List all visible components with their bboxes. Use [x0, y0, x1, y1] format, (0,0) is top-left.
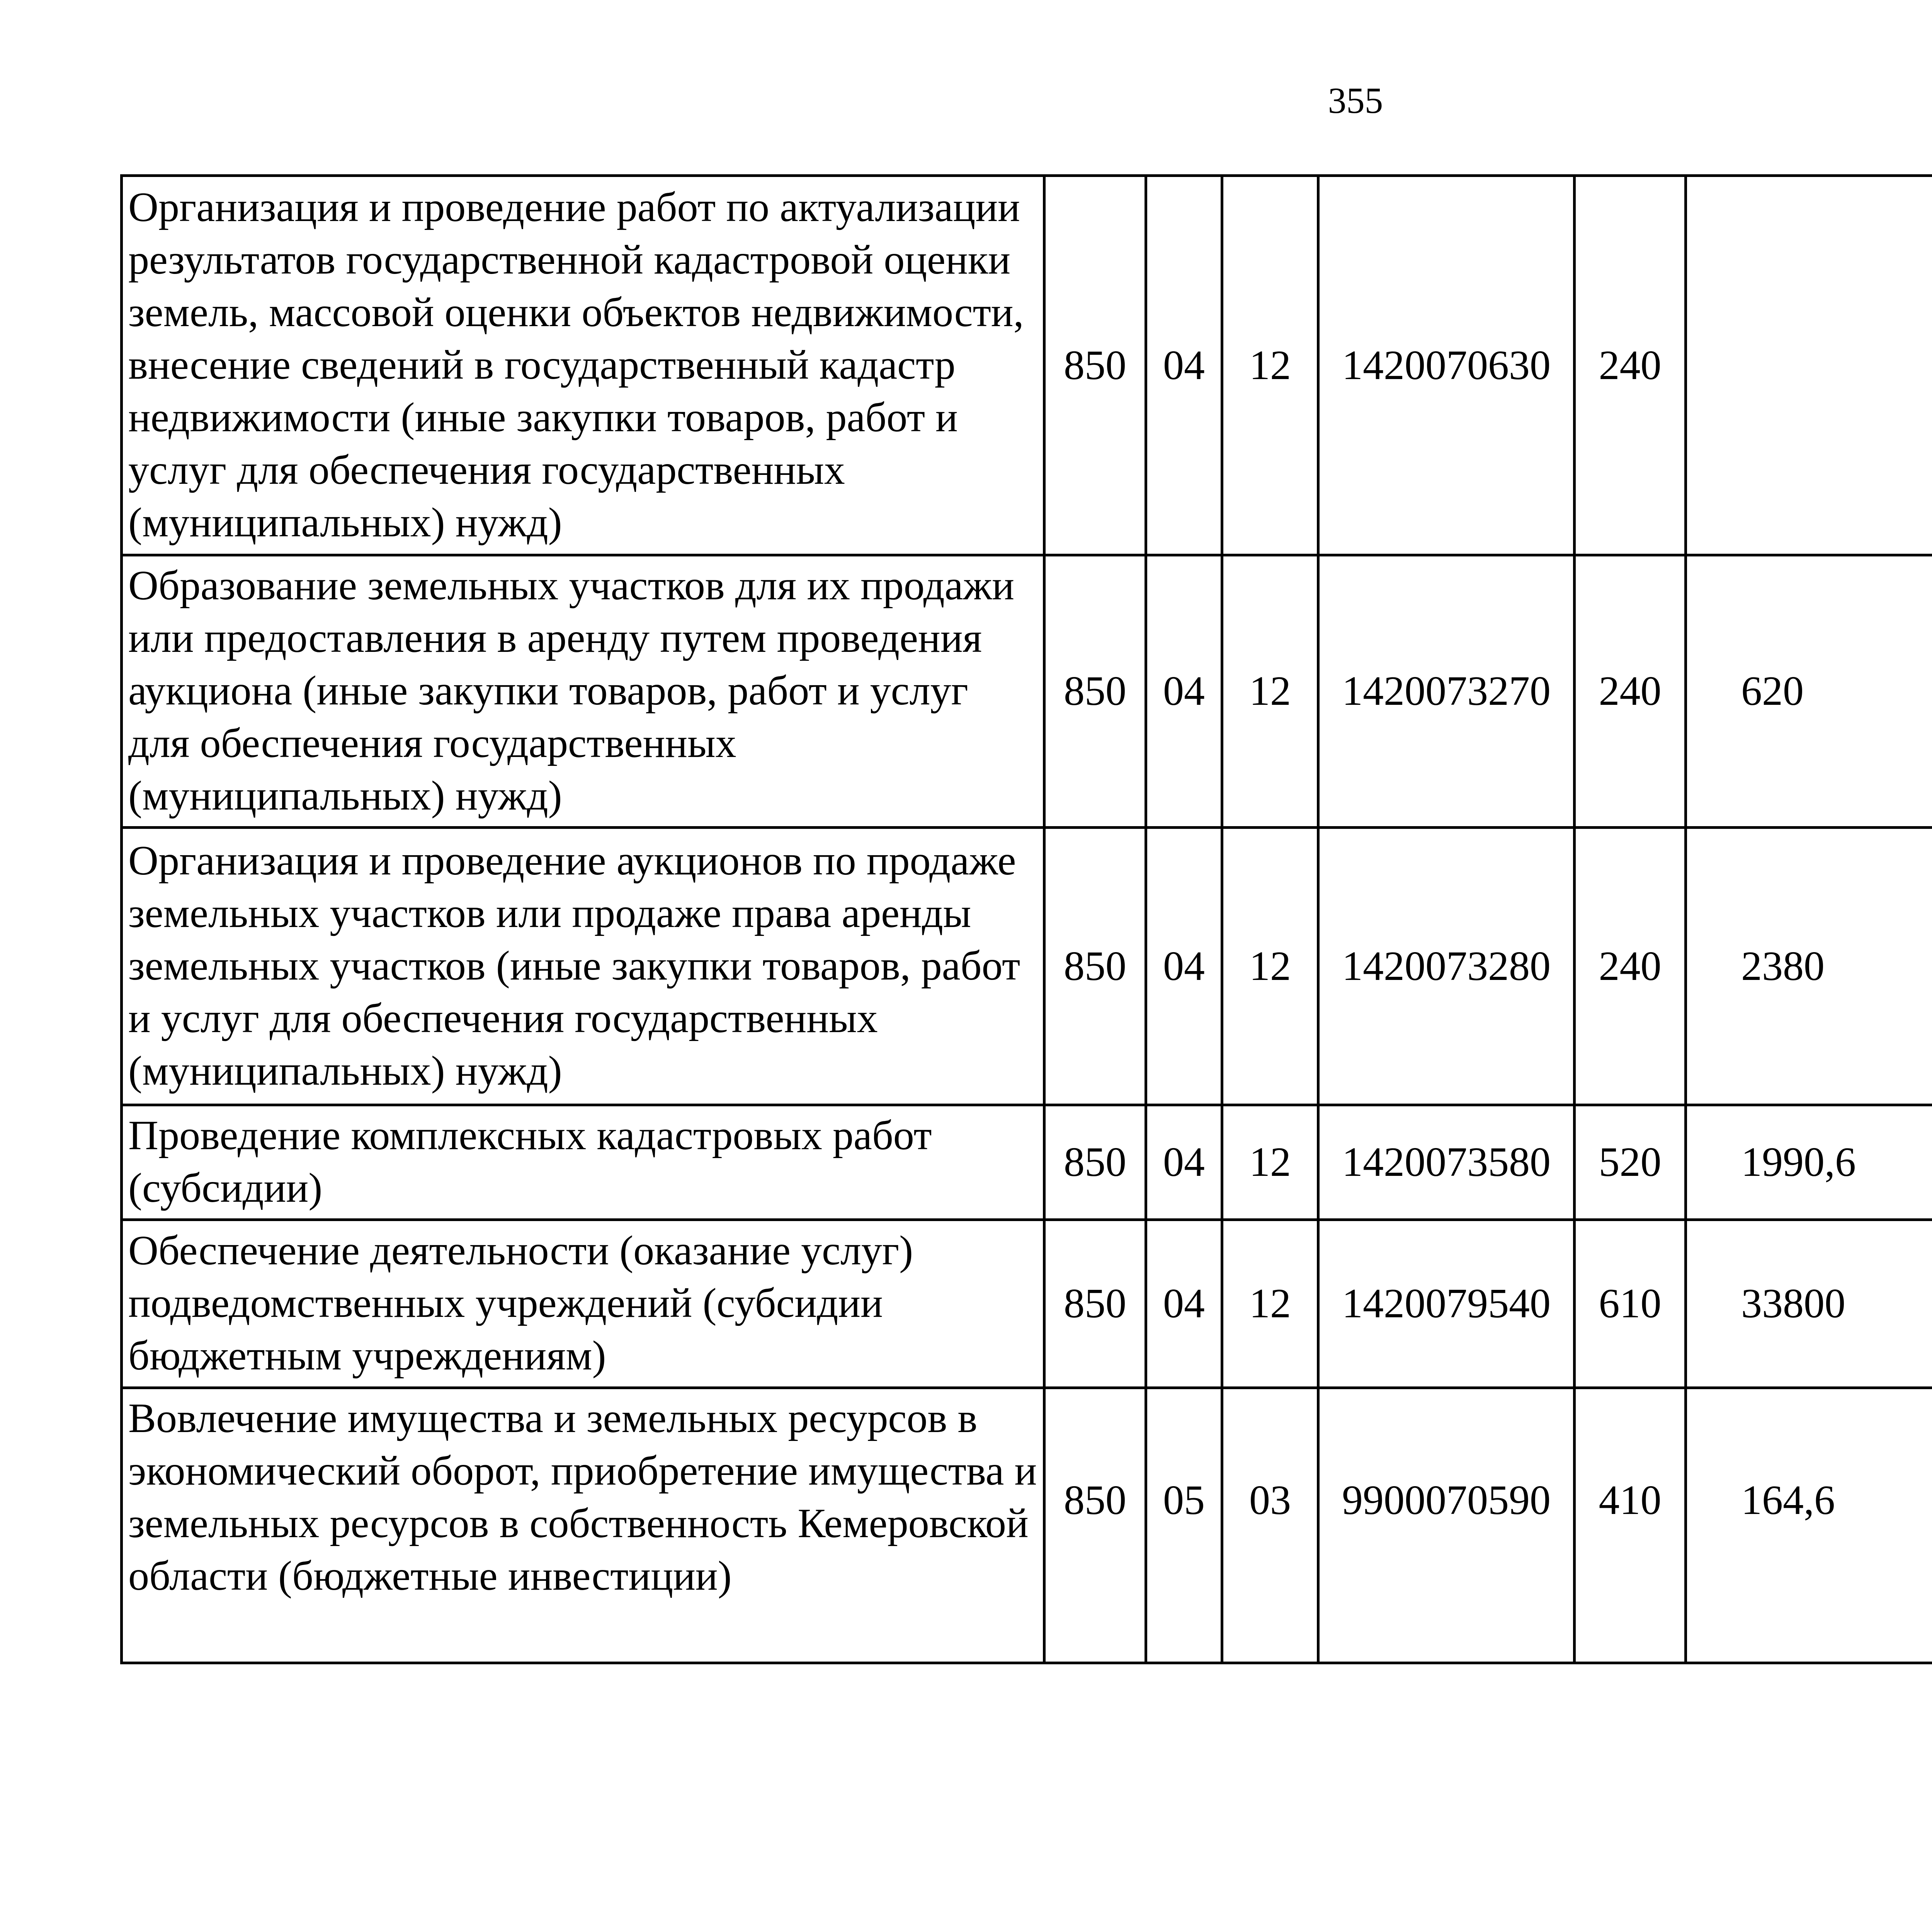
section-code: 04: [1146, 1220, 1222, 1388]
ministry-code: 850: [1044, 1388, 1146, 1663]
expense-type-code: 240: [1575, 555, 1686, 828]
ministry-code: 850: [1044, 1220, 1146, 1388]
subsection-code: 12: [1222, 1105, 1318, 1220]
row-description: Проведение комплексных кадастровых работ (субсидии): [122, 1105, 1044, 1220]
expense-type-code: 610: [1575, 1220, 1686, 1388]
row-description: Организация и проведение аукционов по продаже земельных участков или продаже права аренды земельных участков (иные закупки товаров, работ и услуг для обеспечения государственных (муниципальных) нужд): [122, 828, 1044, 1105]
subsection-code: 12: [1222, 176, 1318, 555]
expense-type-code: 520: [1575, 1105, 1686, 1220]
amount-year-1: 620: [1686, 555, 1932, 828]
ministry-code: 850: [1044, 828, 1146, 1105]
target-article-code: 9900070590: [1318, 1388, 1575, 1663]
section-code: 04: [1146, 555, 1222, 828]
expense-type-code: 240: [1575, 176, 1686, 555]
target-article-code: 1420073580: [1318, 1105, 1575, 1220]
target-article-code: 1420079540: [1318, 1220, 1575, 1388]
expense-type-code: 410: [1575, 1388, 1686, 1663]
subsection-code: 12: [1222, 1220, 1318, 1388]
section-code: 05: [1146, 1388, 1222, 1663]
table-row: [122, 555, 1932, 828]
table-row: [122, 828, 1932, 1105]
row-description: Вовлечение имущества и земельных ресурсов в экономический оборот, приобретение имущества и земельных ресурсов в собственность Кемеровской области (бюджетные инвестиции): [122, 1388, 1044, 1663]
section-code: 04: [1146, 176, 1222, 555]
subsection-code: 03: [1222, 1388, 1318, 1663]
page-number: 355: [1328, 80, 1383, 121]
row-description: Образование земельных участков для их продажи или предоставления в аренду путем проведения аукциона (иные закупки товаров, работ и услуг для обеспечения государственных (муниципальных) нужд): [122, 555, 1044, 828]
amount-year-1: 164,6: [1686, 1388, 1932, 1663]
ministry-code: 850: [1044, 176, 1146, 555]
subsection-code: 12: [1222, 828, 1318, 1105]
target-article-code: 1420073270: [1318, 555, 1575, 828]
target-article-code: 1420073280: [1318, 828, 1575, 1105]
amount-year-1: [1686, 176, 1932, 555]
table-row: [122, 1105, 1932, 1220]
amount-year-1: 1990,6: [1686, 1105, 1932, 1220]
subsection-code: 12: [1222, 555, 1318, 828]
row-description: Обеспечение деятельности (оказание услуг) подведомственных учреждений (субсидии бюджетным учреждениям): [122, 1220, 1044, 1388]
amount-year-1: 33800: [1686, 1220, 1932, 1388]
table-row: [122, 176, 1932, 555]
amount-year-1: 2380: [1686, 828, 1932, 1105]
section-code: 04: [1146, 828, 1222, 1105]
section-code: 04: [1146, 1105, 1222, 1220]
target-article-code: 1420070630: [1318, 176, 1575, 555]
budget-table: [120, 174, 1932, 1664]
row-description: Организация и проведение работ по актуализации результатов государственной кадастровой оценки земель, массовой оценки объектов недвижимости, внесение сведений в государственный кадастр недвижимости (иные закупки товаров, работ и услуг для обеспечения государственных (муниципальных) нужд): [122, 176, 1044, 555]
table-row: [122, 1388, 1932, 1663]
ministry-code: 850: [1044, 555, 1146, 828]
expense-type-code: 240: [1575, 828, 1686, 1105]
ministry-code: 850: [1044, 1105, 1146, 1220]
table-row: [122, 1220, 1932, 1388]
